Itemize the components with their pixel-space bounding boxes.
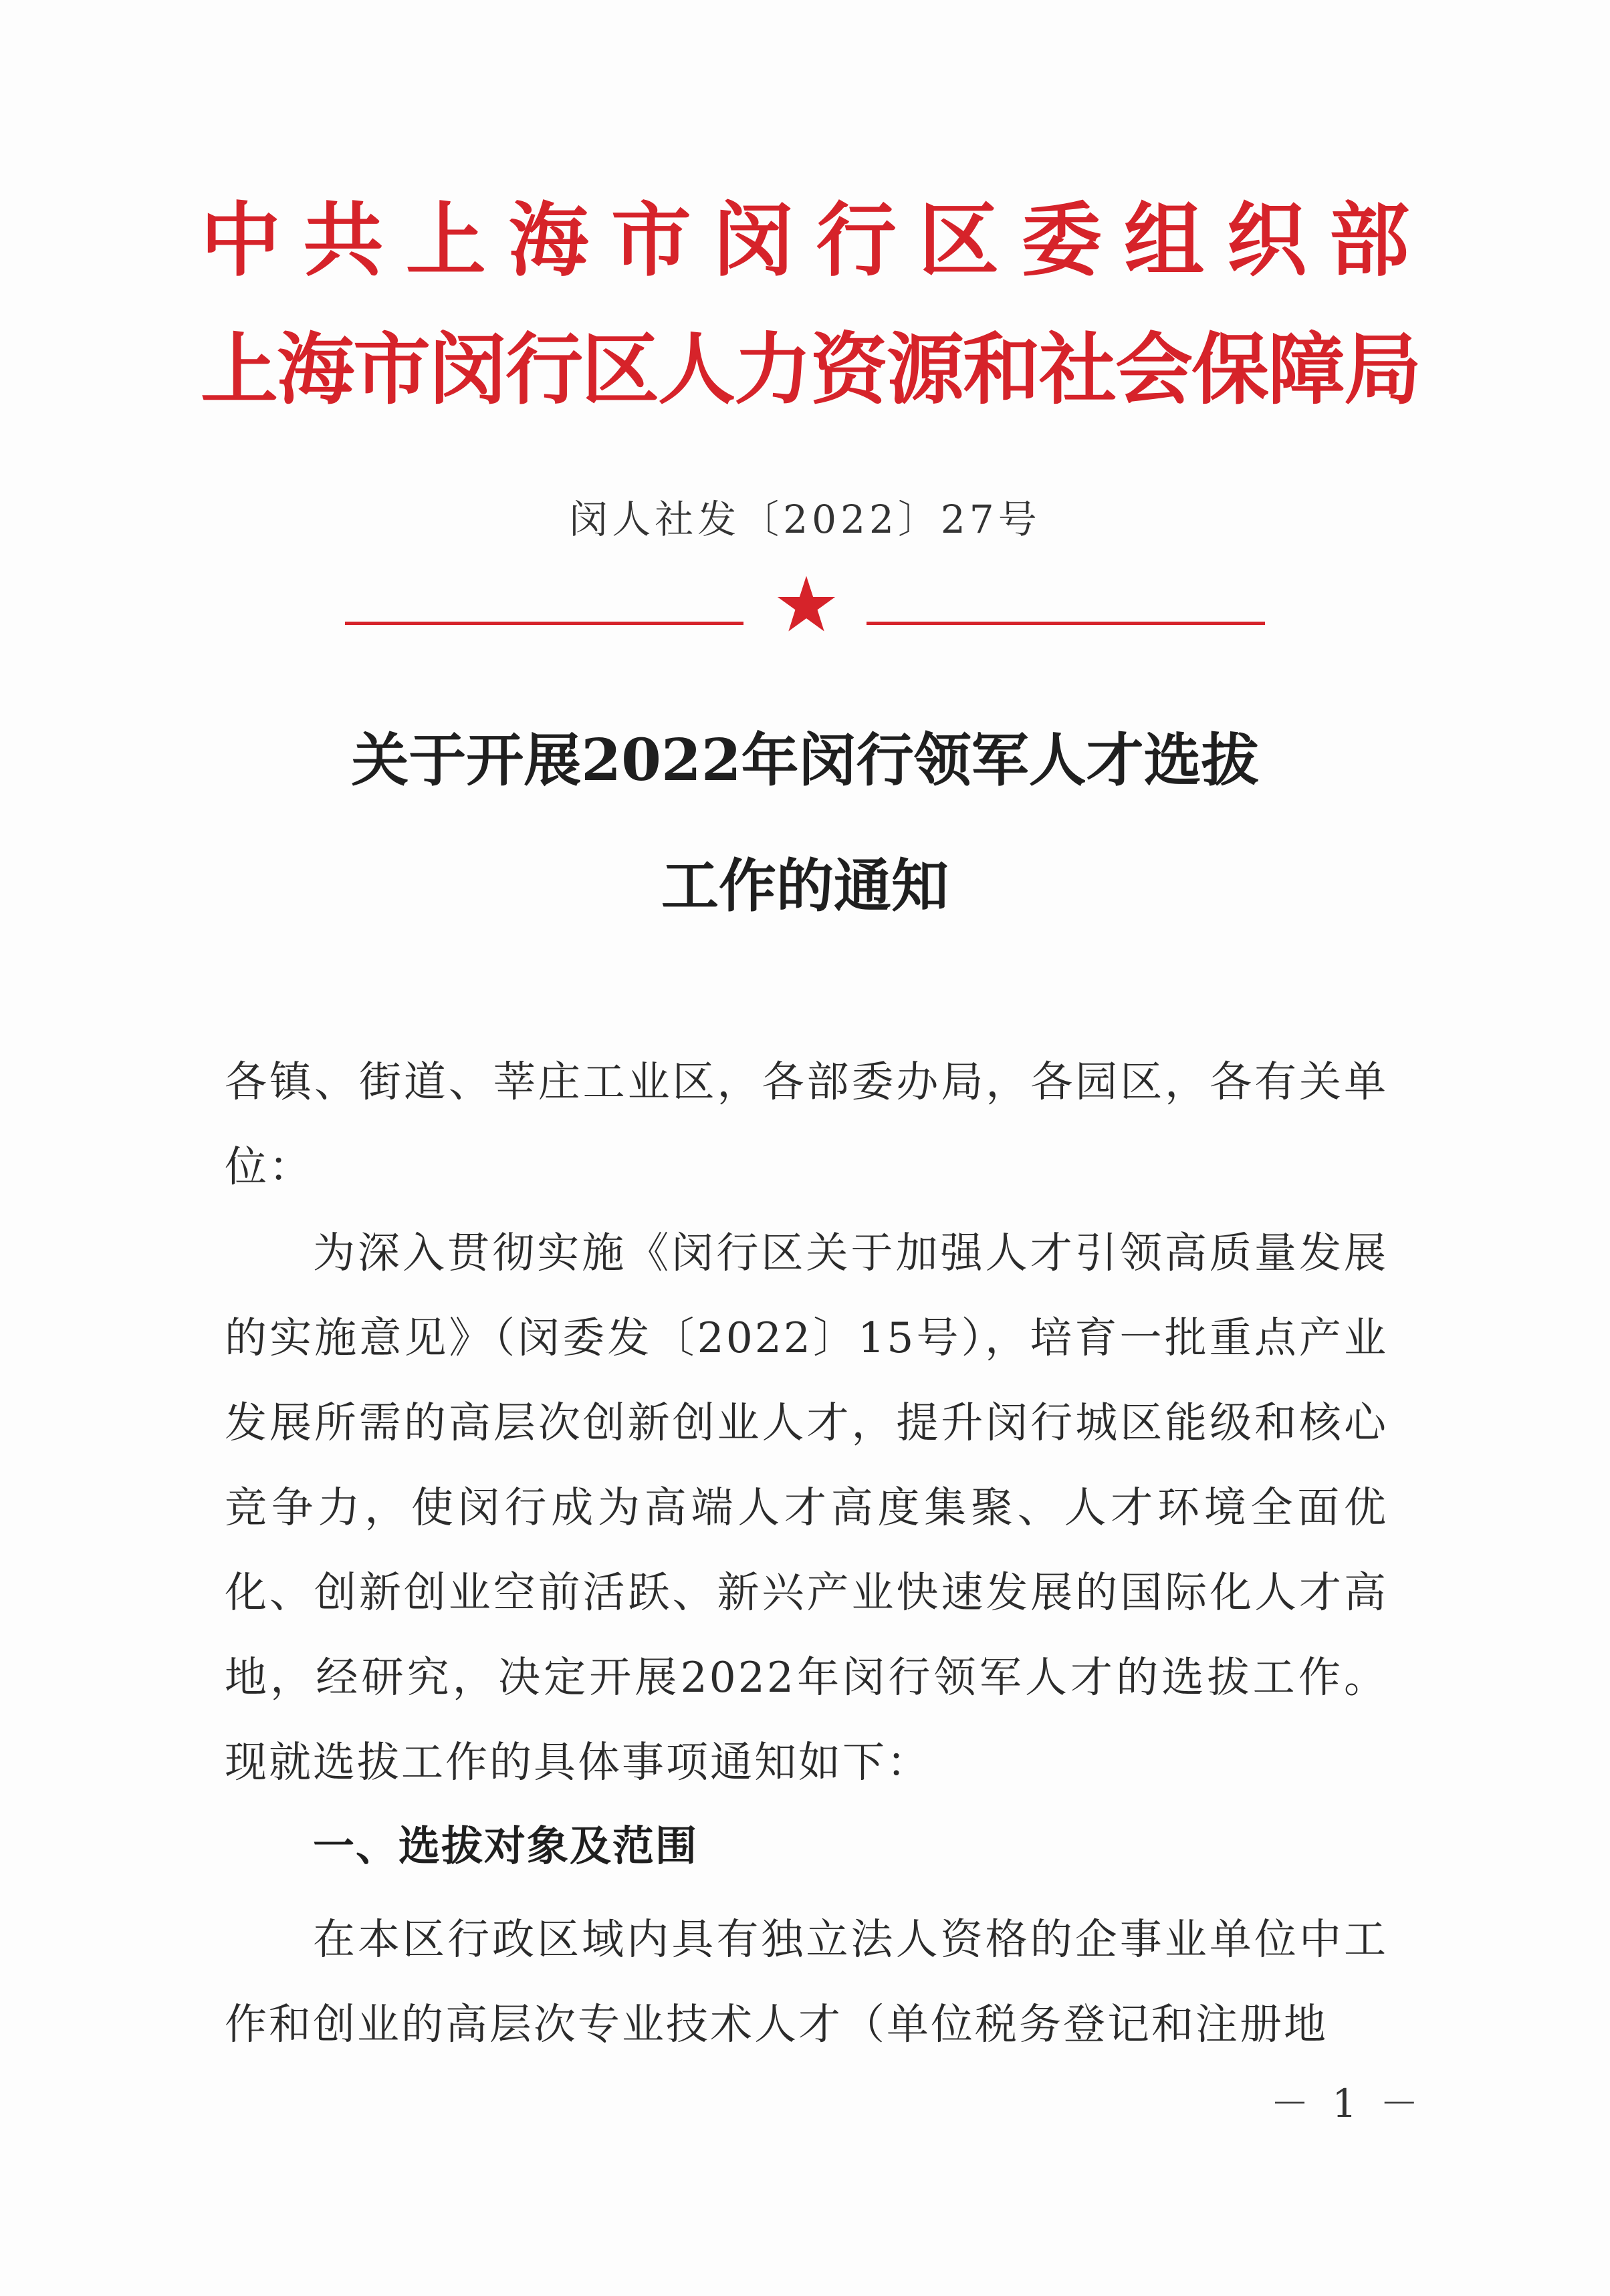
red-star-icon [776, 573, 837, 635]
body-paragraph-2-text: 在本区行政区域内具有独立法人资格的企事业单位中工作和创业的高层次专业技术人才（单位税务登记和注册地 [225, 1915, 1388, 2049]
issuer-header-line-2: 上海市闵行区人力资源和社会保障局 [201, 324, 1420, 415]
body-paragraph-1-text: 为深入贯彻实施《闵行区关于加强人才引领高质量发展的实施意见》（闵委发〔2022〕15号），培育一批重点产业发展所需的高层次创新创业人才，提升闵行城区能级和核心竞争力，使闵行成为高端人才高度集聚、人才环境全面优化、创新创业空前活跃、新兴产业快速发展的国际化人才高地，经研究，决定开展2022年闵行领军人才的选拔工作。现就选拔工作的具体事项通知如下： [225, 1229, 1388, 1787]
body-paragraph-2 [225, 1897, 1388, 2067]
issuer-header-line-1: 中共上海市闵行区委组织部 [201, 193, 1409, 287]
separator-rule-right [867, 622, 1265, 625]
salutation [225, 1039, 1388, 1209]
notice-title-line-2: 工作的通知 [661, 852, 949, 920]
body-paragraph-1 [225, 1210, 1388, 1805]
notice-title-line-1: 关于开展2022年闵行领军人才选拔 [351, 727, 1259, 794]
document-number: 闵人社发〔2022〕27号 [569, 497, 1041, 542]
separator-rule-left [345, 622, 743, 625]
salutation-text: 各镇、街道、莘庄工业区，各部委办局，各园区，各有关单位： [225, 1057, 1388, 1191]
section-heading-1: 一、选拔对象及范围 [313, 1821, 699, 1870]
page-number: － 1 － [1270, 2081, 1424, 2126]
